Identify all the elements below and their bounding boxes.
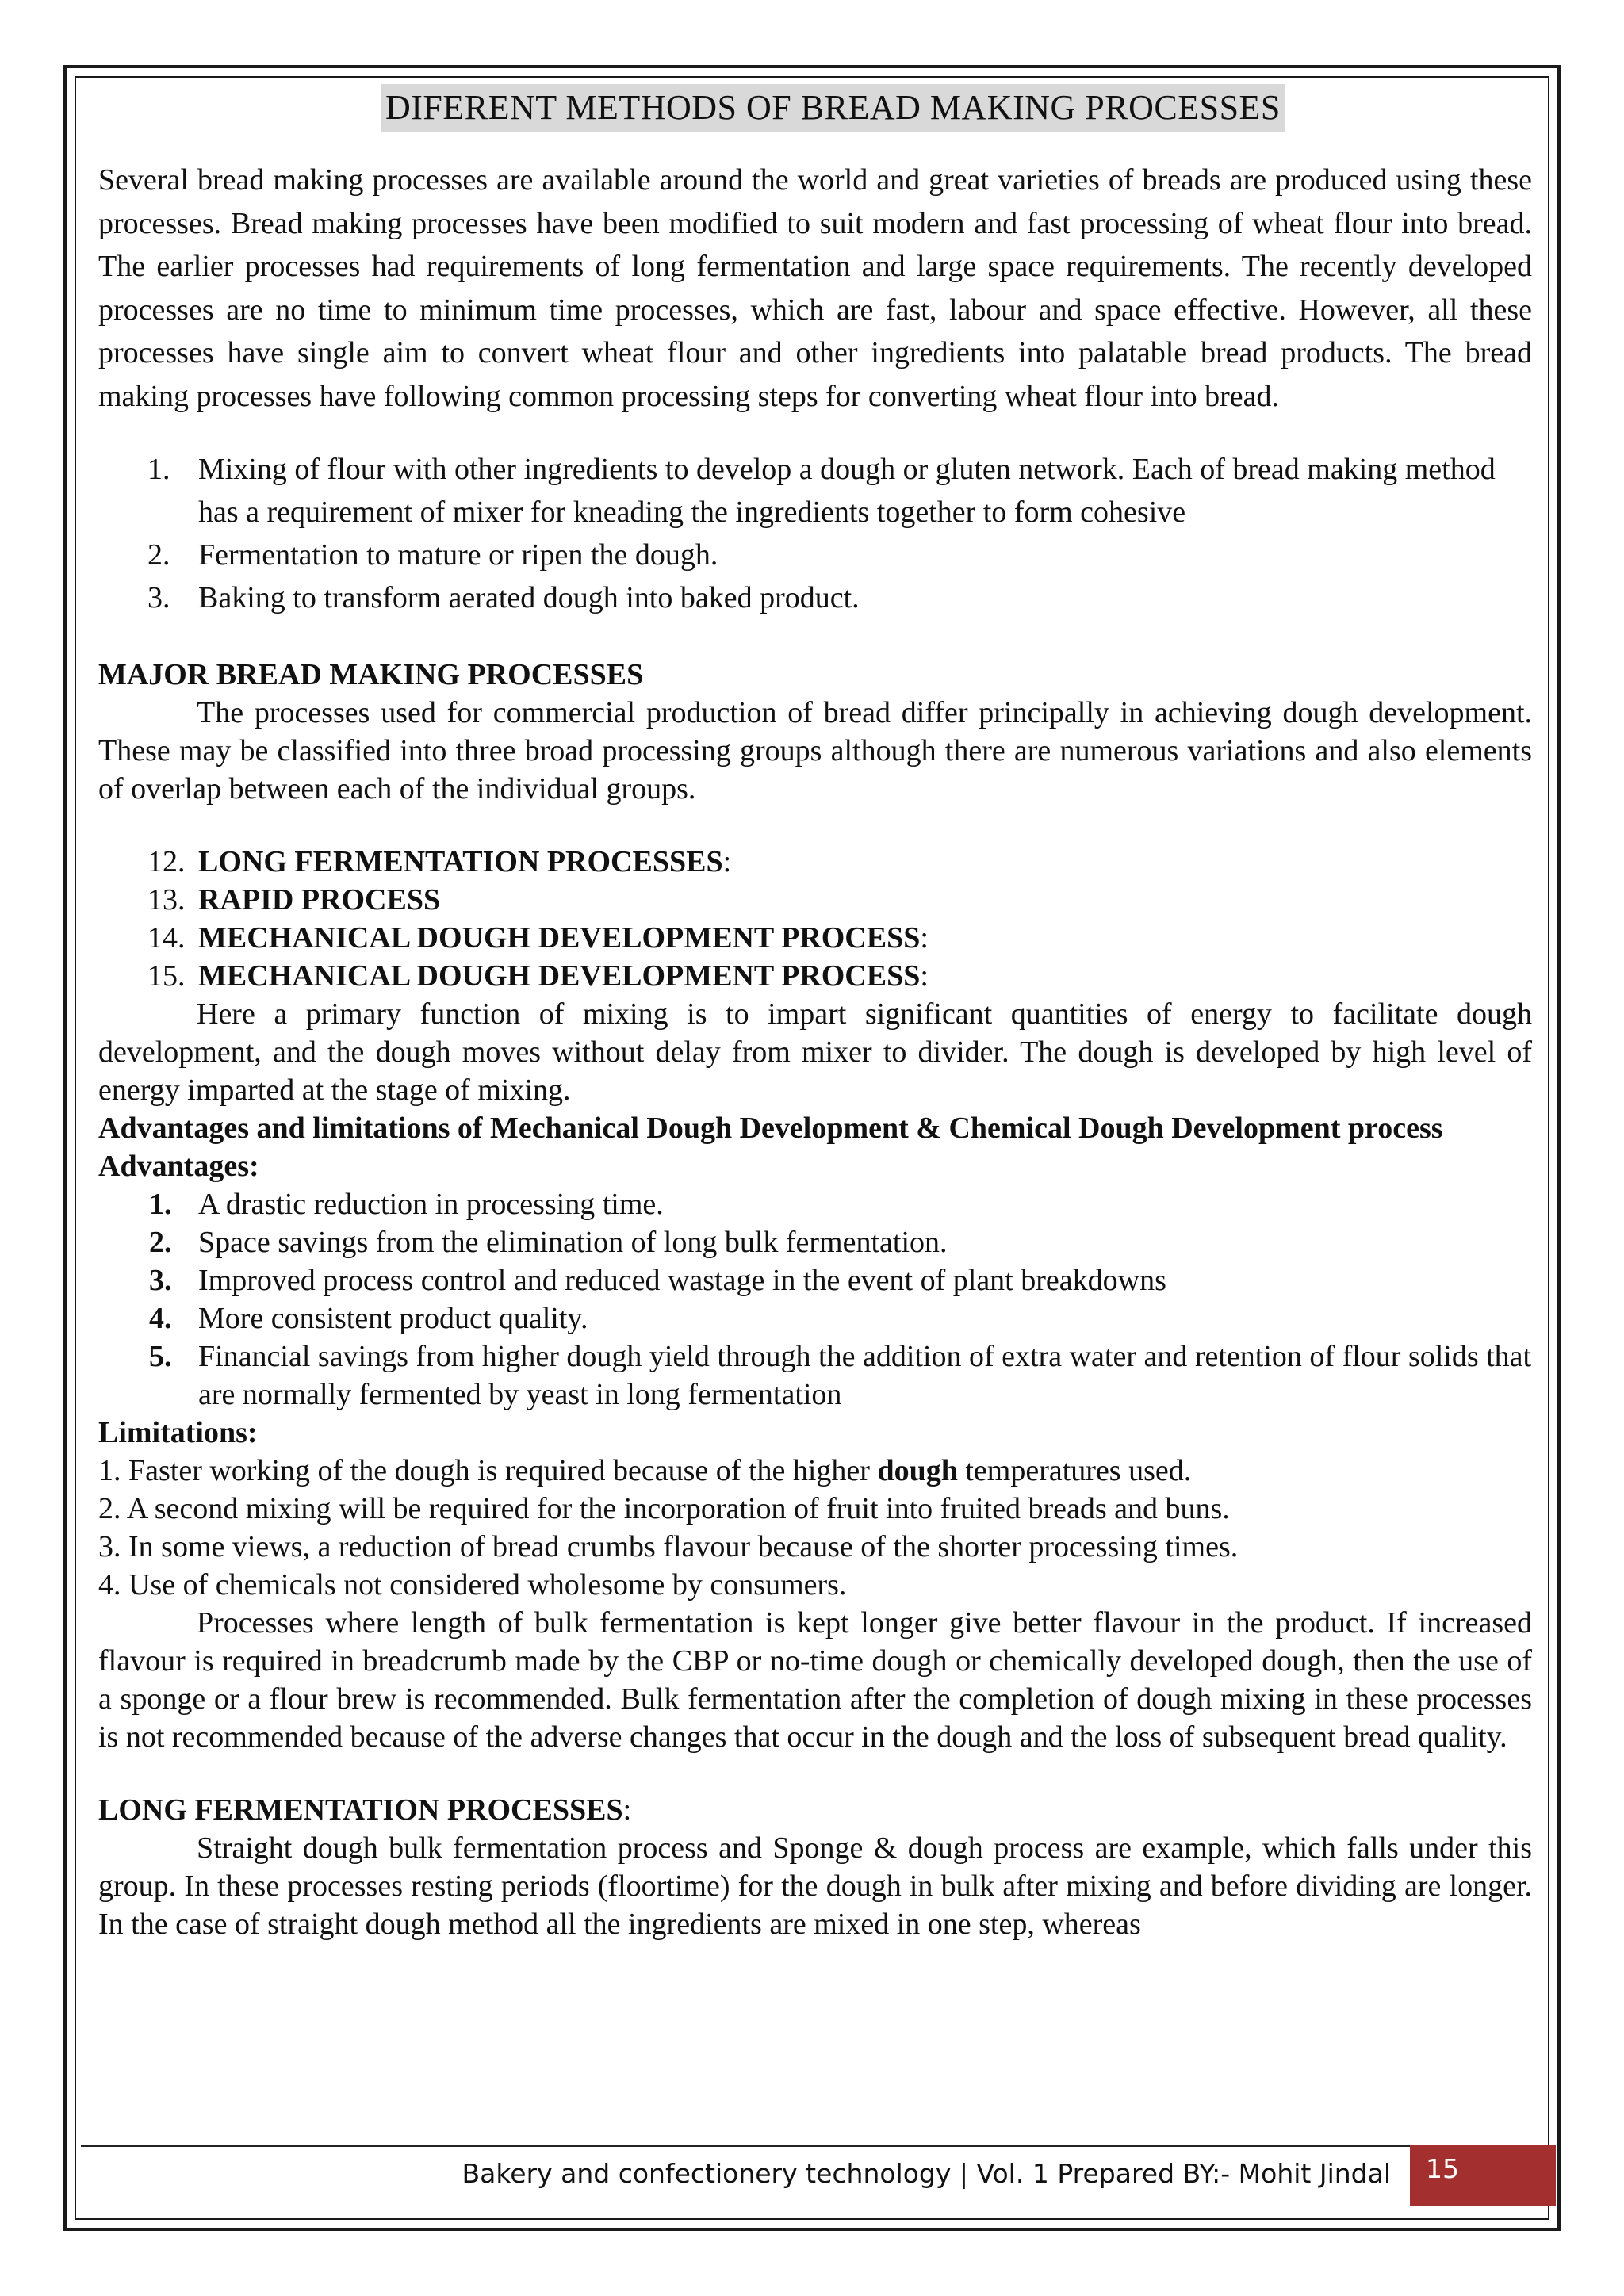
list-item: 2. Fermentation to mature or ripen the dough. (147, 538, 718, 572)
advantages-list (98, 1185, 1532, 1414)
list-item: 15. MECHANICAL DOUGH DEVELOPMENT PROCESS: (147, 959, 929, 993)
intro-paragraph: Several bread making processes are available around the world and great varieties of breads are produced using these processes. Bread making processes have been modified to suit modern and fast processing of wheat flour into bread. The earlier processes had requirements of long fermentation and large space requirements. The recently developed processes are no time to minimum time processes, which are fast, labour and space effective. However, all these processes have single aim to convert wheat flour and other ingredients into palatable bread products. The bread making processes have following common processing steps for converting wheat flour into bread. (98, 163, 1532, 413)
list-item: 3. Baking to transform aerated dough into baked product. (147, 581, 860, 614)
list-item: 14. MECHANICAL DOUGH DEVELOPMENT PROCESS: (147, 921, 929, 955)
advantages-heading: Advantages: (98, 1150, 259, 1183)
limitation-item: 4. Use of chemicals not considered wholesome by consumers. (98, 1568, 847, 1601)
long-fermentation-heading: LONG FERMENTATION PROCESSES: (98, 1793, 632, 1827)
process-list (98, 843, 1532, 995)
major-processes-heading: MAJOR BREAD MAKING PROCESSES (98, 658, 644, 691)
list-item: 3. Improved process control and reduced wastage in the event of plant breakdowns (149, 1264, 1166, 1297)
long-fermentation-paragraph: Straight dough bulk fermentation process and Sponge & dough process are example, which falls under this group. In these processes resting periods (floortime) for the dough in bulk after mixing and before dividing are longer. In the case of straight dough method all the ingredients are mixed in one step, whereas (98, 1831, 1532, 1941)
list-item: 1. A drastic reduction in processing time. (149, 1188, 664, 1221)
list-item: 12. LONG FERMENTATION PROCESSES: (147, 845, 732, 878)
list-item: 1. Mixing of flour with other ingredients to develop a dough or gluten network. Each of bread making method has a requirement of mixer for kneading the ingredients together to form cohesive (147, 453, 1496, 529)
limitation-item: 2. A second mixing will be required for the incorporation of fruit into fruited breads and buns. (98, 1492, 1230, 1525)
limitation-item: 1. Faster working of the dough is required because of the higher dough temperatures used. (98, 1454, 1192, 1487)
major-processes-paragraph: The processes used for commercial production of bread differ principally in achieving dough development. These may be classified into three broad processing groups although there are numerous variations and also elements of overlap between each of the individual groups. (98, 696, 1532, 806)
page-content (98, 84, 1532, 1943)
limitations-heading: Limitations: (98, 1416, 258, 1449)
list-item: 2. Space savings from the elimination of long bulk fermentation. (149, 1226, 948, 1259)
list-item: 5. Financial savings from higher dough yield through the addition of extra water and retention of flour solids that are normally fermented by yeast in long fermentation (149, 1340, 1532, 1411)
steps-list (98, 448, 1532, 619)
bulk-fermentation-paragraph: Processes where length of bulk fermentation is kept longer give better flavour in the product. If increased flavour is required in breadcrumb made by the CBP or no-time dough or chemically developed dough, then the use of a sponge or a flour brew is recommended. Bulk fermentation after the completion of dough mixing in these processes is not recommended because of the adverse changes that occur in the dough and the loss of subsequent bread quality. (98, 1606, 1532, 1754)
footer-text: Bakery and confectionery technology | Vol. 1 Prepared BY:- Mohit Jindal (462, 2158, 1391, 2189)
list-item: 4. More consistent product quality. (149, 1302, 588, 1335)
limitation-item: 3. In some views, a reduction of bread crumbs flavour because of the shorter processing times. (98, 1530, 1239, 1563)
mdd-paragraph: Here a primary function of mixing is to impart significant quantities of energy to facilitate dough development, and the dough moves without delay from mixer to divider. The dough is developed by high level of energy imparted at the stage of mixing. (98, 997, 1532, 1107)
title-wrap (98, 84, 1532, 132)
page-title: DIFERENT METHODS OF BREAD MAKING PROCESSES (381, 84, 1285, 132)
footer-rule (81, 2145, 1410, 2147)
list-item: 13. RAPID PROCESS (147, 883, 441, 916)
adv-lim-heading: Advantages and limitations of Mechanical Dough Development & Chemical Dough Development process (98, 1112, 1443, 1145)
page-number: 15 (1410, 2145, 1556, 2206)
